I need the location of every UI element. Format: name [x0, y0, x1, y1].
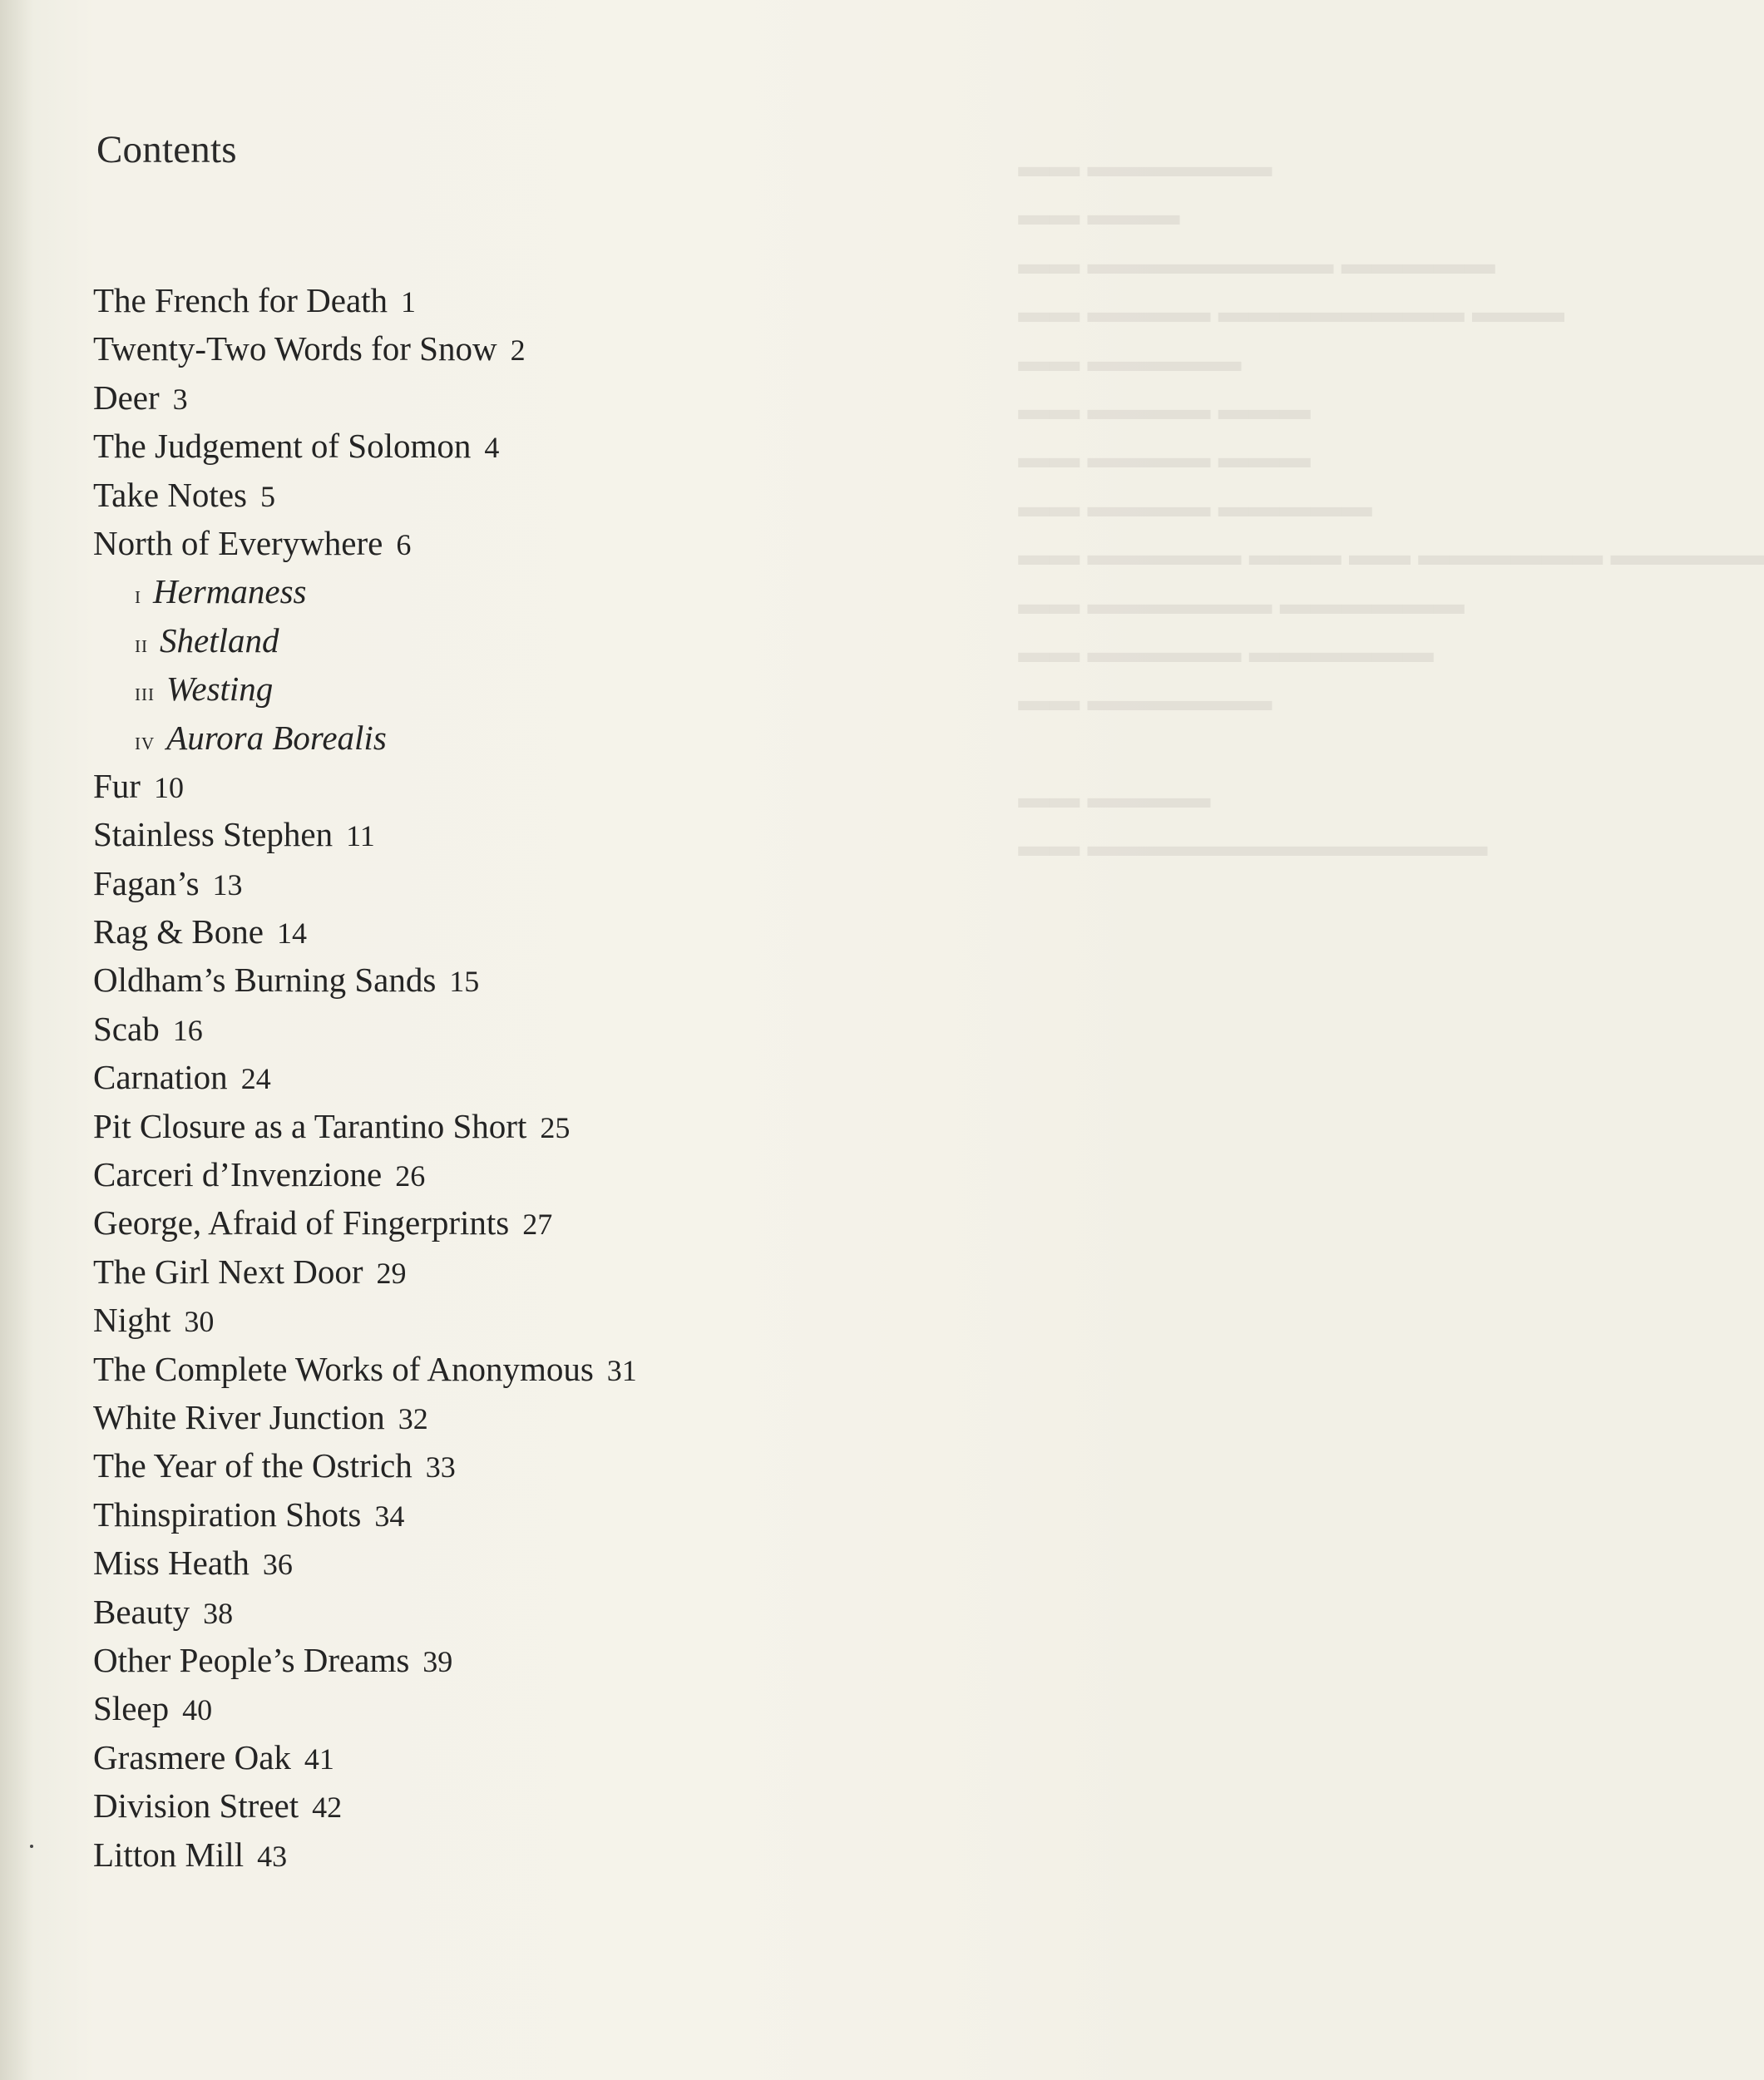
toc-entry	[93, 1539, 925, 1587]
entry-page-number: 34	[374, 1499, 405, 1533]
entry-page-number: 2	[510, 333, 526, 368]
toc-entry	[93, 1248, 925, 1296]
subentry-numeral: iii	[135, 679, 155, 707]
toc-entry	[93, 1102, 925, 1150]
subentry-title: Aurora Borealis	[166, 718, 387, 757]
toc-entry	[93, 276, 925, 324]
toc-entry	[93, 1781, 925, 1830]
entry-page-number: 6	[396, 527, 412, 561]
entry-title: White River Junction	[93, 1397, 385, 1436]
toc-entry	[93, 1490, 925, 1539]
toc-entry	[93, 1636, 925, 1684]
entry-title: Miss Heath	[93, 1544, 250, 1583]
subentry-numeral: i	[135, 581, 141, 610]
entry-title: Night	[93, 1301, 171, 1340]
toc-entry	[93, 907, 925, 956]
entry-page-number: 11	[346, 819, 375, 853]
entry-page-number: 27	[522, 1208, 553, 1242]
toc-entry	[93, 1345, 925, 1393]
entry-page-number: 16	[172, 1013, 203, 1047]
page-gutter-shadow	[0, 0, 33, 2080]
toc-entry	[93, 1830, 925, 1879]
subentry-numeral: ii	[135, 630, 148, 658]
toc-entry	[93, 1005, 925, 1053]
entry-page-number: 14	[276, 916, 307, 951]
toc-entry	[93, 1296, 925, 1344]
table-of-contents	[93, 276, 925, 1879]
entry-page-number: 40	[182, 1693, 213, 1727]
toc-entry	[93, 859, 925, 907]
entry-title: Grasmere Oak	[93, 1737, 291, 1776]
entry-title: Twenty-Two Words for Snow	[93, 329, 497, 368]
toc-entry	[93, 373, 925, 422]
subentry-numeral: iv	[135, 727, 156, 755]
toc-entry	[93, 810, 925, 858]
toc-subentry	[93, 714, 925, 762]
toc-entry	[93, 1053, 925, 1101]
entry-page-number: 25	[540, 1110, 571, 1144]
entry-title: Beauty	[93, 1592, 190, 1631]
toc-entry	[93, 1733, 925, 1781]
toc-entry	[93, 762, 925, 810]
entry-page-number: 26	[395, 1159, 426, 1193]
entry-title: Division Street	[93, 1786, 299, 1826]
toc-entry	[93, 1588, 925, 1636]
toc-entry	[93, 1441, 925, 1490]
entry-title: Oldham’s Burning Sands	[93, 961, 437, 1000]
entry-page-number: 3	[172, 382, 188, 416]
entry-page-number: 43	[257, 1839, 288, 1873]
entry-title: The Complete Works of Anonymous	[93, 1349, 594, 1388]
entry-page-number: 38	[203, 1596, 234, 1630]
entry-title: Carceri d’Invenzione	[93, 1155, 383, 1194]
entry-page-number: 36	[262, 1548, 293, 1582]
subentry-title: Hermaness	[153, 572, 307, 611]
entry-title: Sleep	[93, 1689, 170, 1728]
entry-page-number: 31	[606, 1353, 637, 1387]
subentry-title: Westing	[166, 669, 274, 709]
paper-speck	[30, 1845, 33, 1848]
entry-page-number: 32	[398, 1401, 428, 1435]
entry-title: The French for Death	[93, 281, 388, 319]
entry-title: George, Afraid of Fingerprints	[93, 1203, 510, 1243]
entry-title: North of Everywhere	[93, 523, 383, 562]
entry-page-number: 39	[422, 1644, 453, 1678]
entry-title: Deer	[93, 378, 160, 417]
toc-entry	[93, 1198, 925, 1247]
entry-title: Take Notes	[93, 475, 247, 514]
entry-page-number: 5	[259, 479, 275, 513]
toc-entry	[93, 324, 925, 373]
entry-title: Fur	[93, 766, 141, 805]
toc-entry	[93, 519, 925, 567]
show-through-bleed: ▬▬▬▬▬▬ ▬▬ ▬▬▬ ▬▬ ▬▬▬▬▬ ▬▬▬▬▬▬▬▬ ▬▬ ▬▬▬ ▬▬▬▬▬▬▬▬ ▬▬▬▬ ▬▬ ▬▬▬▬▬ ▬▬ ▬▬▬ ▬▬▬▬ ▬▬ ▬▬▬ ▬▬▬▬ ▬▬ ▬▬▬▬▬ ▬▬▬▬ ▬▬ ▬▬▬▬▬ ▬▬▬▬▬▬ ▬▬ ▬▬▬ ▬▬▬▬▬ ▬▬ ▬▬▬▬▬▬ ▬▬▬▬▬▬ ▬▬ ▬▬▬▬▬▬ ▬▬▬▬▬ ▬▬ ▬▬▬▬▬▬ ▬▬ ▬▬▬▬ ▬▬ ▬▬▬▬▬▬▬▬▬▬▬▬▬ ▬▬	[1018, 150, 1764, 864]
toc-subentry	[93, 665, 925, 713]
entry-title: The Year of the Ostrich	[93, 1446, 413, 1485]
toc-subentry	[93, 567, 925, 615]
entry-page-number: 4	[484, 431, 500, 465]
toc-entry	[93, 1684, 925, 1732]
toc-entry	[93, 1393, 925, 1441]
entry-title: The Judgement of Solomon	[93, 427, 472, 466]
entry-page-number: 24	[240, 1062, 271, 1096]
toc-entry	[93, 956, 925, 1004]
entry-title: Stainless Stephen	[93, 815, 334, 854]
page-title: Contents	[96, 128, 237, 171]
entry-title: Thinspiration Shots	[93, 1495, 362, 1534]
entry-page-number: 42	[312, 1791, 343, 1825]
toc-entry	[93, 1150, 925, 1198]
entry-title: Carnation	[93, 1058, 228, 1097]
entry-title: The Girl Next Door	[93, 1252, 363, 1291]
entry-title: Other People’s Dreams	[93, 1640, 410, 1679]
entry-page-number: 1	[401, 285, 417, 319]
entry-page-number: 10	[153, 770, 184, 804]
toc-entry	[93, 422, 925, 470]
entry-page-number: 41	[304, 1742, 334, 1776]
entry-page-number: 29	[376, 1256, 407, 1290]
entry-page-number: 13	[212, 867, 243, 902]
entry-page-number: 33	[425, 1450, 456, 1485]
entry-page-number: 15	[449, 965, 480, 999]
entry-page-number: 30	[184, 1305, 215, 1339]
entry-title: Pit Closure as a Tarantino Short	[93, 1106, 527, 1145]
entry-title: Scab	[93, 1009, 160, 1048]
toc-subentry	[93, 616, 925, 665]
subentry-title: Shetland	[160, 620, 279, 660]
toc-entry	[93, 471, 925, 519]
entry-title: Litton Mill	[93, 1835, 245, 1874]
entry-title: Fagan’s	[93, 863, 200, 902]
entry-title: Rag & Bone	[93, 912, 264, 951]
